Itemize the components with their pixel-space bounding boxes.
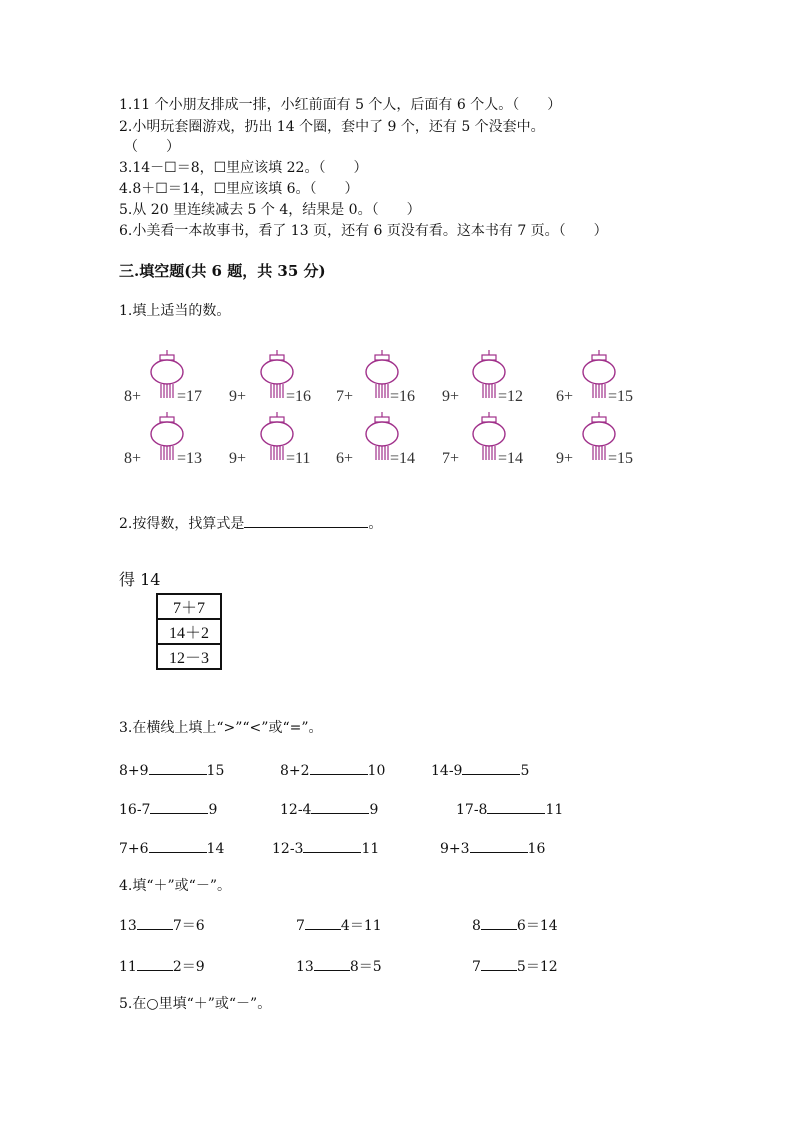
compare-left: 8+2 (280, 763, 310, 779)
operand-right: 7＝6 (172, 918, 205, 934)
lantern-result: =11 (286, 450, 311, 467)
operator-blank[interactable] (314, 956, 350, 971)
operand-left: 8 (472, 918, 481, 934)
compare-right: 9 (208, 802, 218, 818)
answer-blank[interactable] (310, 760, 368, 775)
operator-blank[interactable] (137, 956, 173, 971)
q2-options-table (156, 593, 222, 670)
compare-left: 7+6 (119, 841, 149, 857)
answer-blank[interactable] (244, 513, 368, 528)
answer-blank[interactable] (150, 799, 208, 814)
compare-item (440, 838, 545, 859)
judge-item-3: 3.14－☐＝8，☐里应该填 22。（ ） (119, 160, 368, 176)
lantern-left-operand: 9+ (229, 450, 247, 467)
q1-title: 1.填上适当的数。 (119, 303, 231, 319)
compare-item (280, 799, 378, 820)
compare-right: 15 (206, 763, 225, 779)
q4-title: 4.填“＋”或“－”。 (119, 878, 231, 894)
judge-item-1: 1.11 个小朋友排成一排，小红前面有 5 个人，后面有 6 个人。（ ） (119, 97, 562, 113)
operand-left: 13 (296, 959, 314, 975)
lantern-result: =15 (608, 450, 634, 467)
compare-item (456, 799, 563, 820)
judge-item-5: 5.从 20 里连续减去 5 个 4，结果是 0。（ ） (119, 202, 421, 218)
q2-title-suffix: 。 (368, 516, 383, 532)
q2-title (119, 513, 382, 534)
answer-blank[interactable] (303, 838, 361, 853)
compare-left: 17-8 (456, 802, 488, 818)
judge-item-4: 4.8＋☐＝14，☐里应该填 6。（ ） (119, 181, 359, 197)
lantern-result: =15 (608, 388, 634, 405)
operand-right: 4＝11 (340, 918, 382, 934)
compare-left: 8+9 (119, 763, 149, 779)
compare-left: 14-9 (431, 763, 463, 779)
compare-left: 9+3 (440, 841, 470, 857)
operand-right: 8＝5 (349, 959, 382, 975)
lantern-left-operand: 7+ (442, 450, 460, 467)
compare-left: 12-3 (272, 841, 304, 857)
lantern-result: =14 (498, 450, 524, 467)
lantern-left-operand: 9+ (556, 450, 574, 467)
compare-left: 16-7 (119, 802, 151, 818)
lantern-result: =16 (286, 388, 312, 405)
option-cell[interactable]: 7＋7 (157, 594, 221, 619)
lantern-left-operand: 9+ (442, 388, 460, 405)
compare-right: 11 (361, 841, 380, 857)
lantern-left-operand: 9+ (229, 388, 247, 405)
answer-blank[interactable] (462, 760, 520, 775)
lantern-result: =13 (177, 450, 203, 467)
operator-item (472, 915, 558, 936)
operator-blank[interactable] (481, 956, 517, 971)
operator-item (296, 956, 382, 977)
q2-title-prefix: 2.按得数，找算式是 (119, 516, 245, 532)
answer-blank[interactable] (470, 838, 528, 853)
operand-left: 7 (472, 959, 481, 975)
judge-item-2: 2.小明玩套圈游戏，扔出 14 个圈，套中了 9 个，还有 5 个没套中。 (119, 119, 545, 135)
operator-item (119, 915, 205, 936)
compare-item (272, 838, 379, 859)
judge-item-2-paren: （ ） (124, 139, 180, 155)
compare-right: 5 (520, 763, 530, 779)
operator-blank[interactable] (137, 915, 173, 930)
lantern-result: =12 (498, 388, 524, 405)
compare-item (431, 760, 529, 781)
operator-item (472, 956, 558, 977)
lantern-left-operand: 6+ (336, 450, 354, 467)
operator-item (296, 915, 382, 936)
q5-title: 5.在○里填“＋”或“－”。 (119, 996, 272, 1012)
compare-item (119, 838, 224, 859)
q2-target: 得 14 (119, 570, 161, 589)
lantern-left-operand: 6+ (556, 388, 574, 405)
operand-left: 7 (296, 918, 305, 934)
operand-right: 5＝12 (516, 959, 558, 975)
operand-left: 13 (119, 918, 137, 934)
answer-blank[interactable] (311, 799, 369, 814)
compare-right: 9 (369, 802, 379, 818)
lantern-result: =17 (177, 388, 203, 405)
section-title: 三.填空题(共 6 题，共 35 分) (119, 262, 326, 280)
compare-item (280, 760, 385, 781)
compare-item (119, 760, 224, 781)
compare-right: 10 (367, 763, 386, 779)
operand-right: 2＝9 (172, 959, 205, 975)
compare-right: 11 (545, 802, 564, 818)
answer-blank[interactable] (149, 760, 207, 775)
compare-right: 14 (206, 841, 225, 857)
compare-right: 16 (527, 841, 546, 857)
operator-item (119, 956, 205, 977)
lantern-left-operand: 8+ (124, 388, 142, 405)
judge-item-6: 6.小美看一本故事书，看了 13 页，还有 6 页没有看。这本书有 7 页。（ ） (119, 223, 608, 239)
answer-blank[interactable] (149, 838, 207, 853)
option-cell[interactable]: 14＋2 (157, 619, 221, 644)
q3-title: 3.在横线上填上“>”“<”或“=”。 (119, 720, 323, 736)
lantern-result: =14 (390, 450, 416, 467)
operator-blank[interactable] (481, 915, 517, 930)
operand-right: 6＝14 (516, 918, 558, 934)
operator-blank[interactable] (305, 915, 341, 930)
lantern-left-operand: 7+ (336, 388, 354, 405)
answer-blank[interactable] (487, 799, 545, 814)
option-cell[interactable]: 12－3 (157, 644, 221, 669)
compare-item (119, 799, 217, 820)
operand-left: 11 (119, 959, 137, 975)
lantern-result: =16 (390, 388, 416, 405)
compare-left: 12-4 (280, 802, 312, 818)
lantern-left-operand: 8+ (124, 450, 142, 467)
